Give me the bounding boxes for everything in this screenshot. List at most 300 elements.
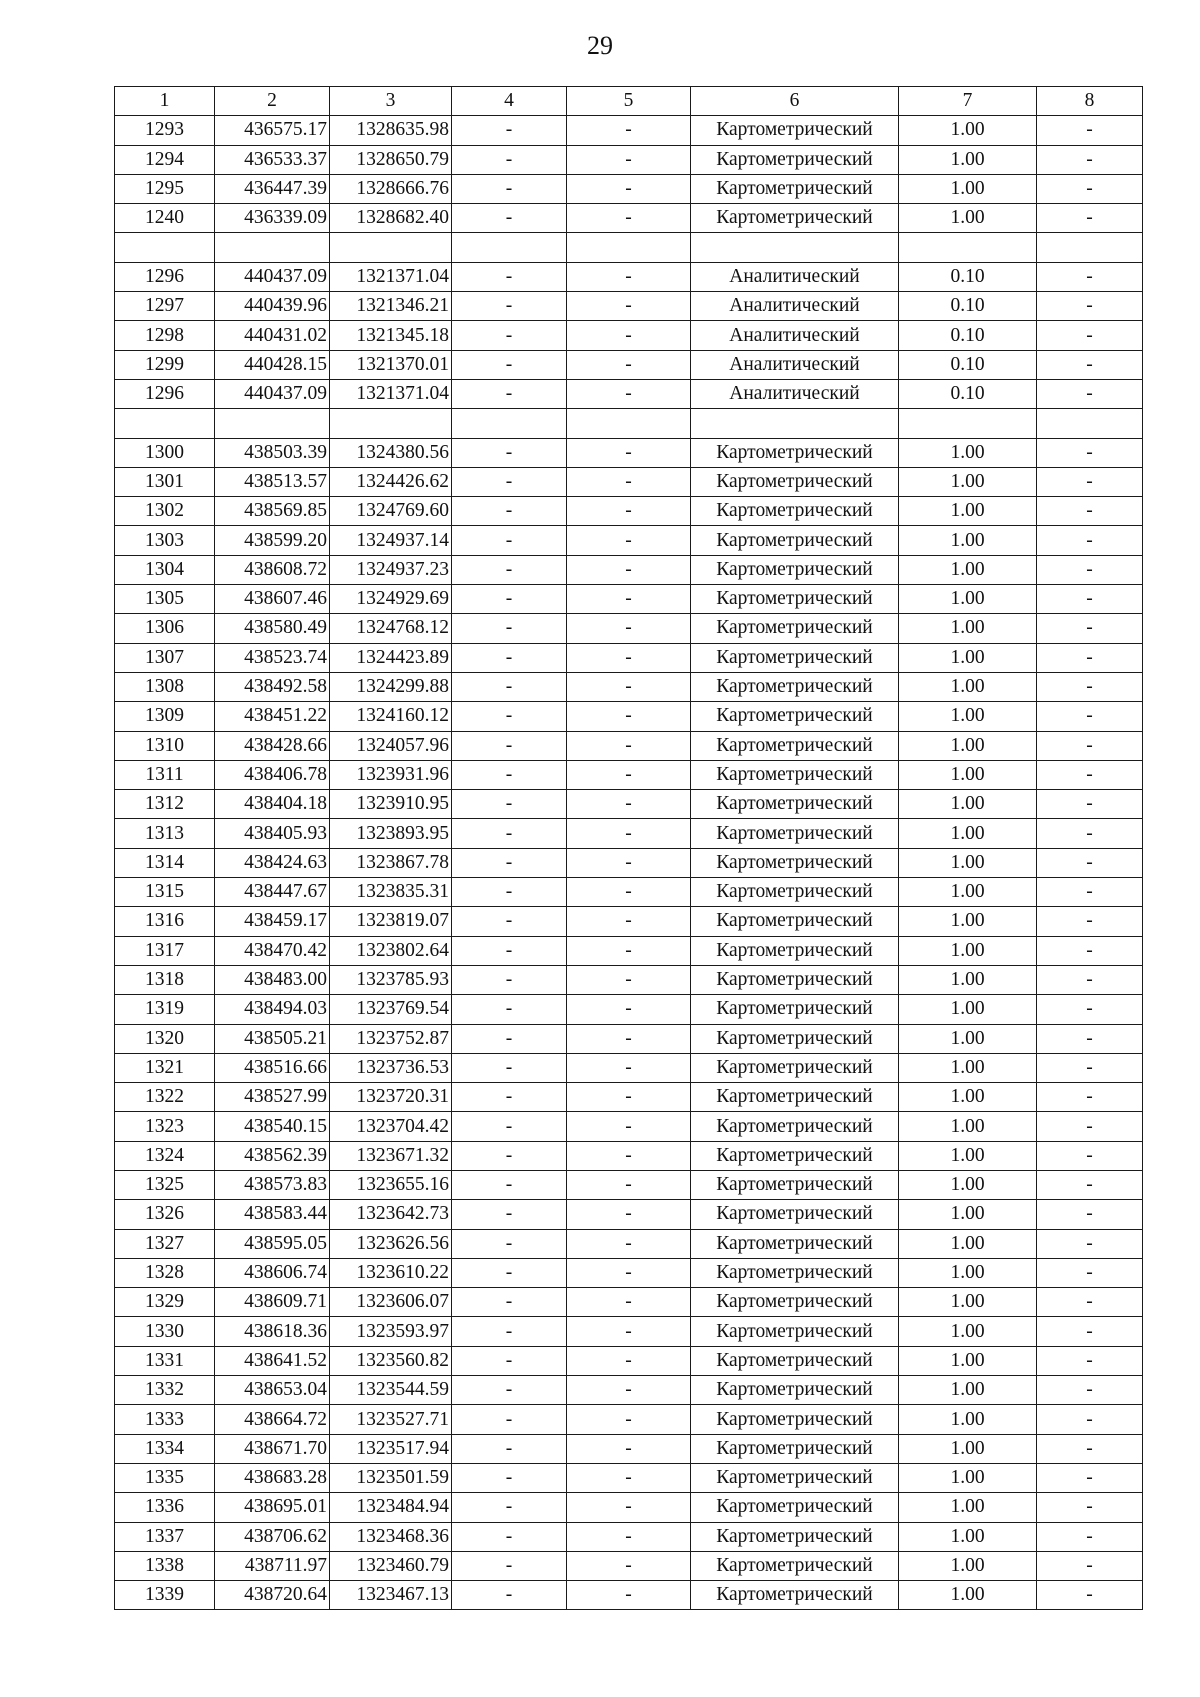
cell-coord-y: 1323752.87 [330,1024,452,1053]
cell-col-8: - [1037,614,1143,643]
cell-coord-y: 1323893.95 [330,819,452,848]
cell-accuracy: 1.00 [899,643,1037,672]
cell-accuracy: 1.00 [899,995,1037,1024]
cell-accuracy: 1.00 [899,614,1037,643]
cell-coord-y: 1323819.07 [330,907,452,936]
column-header-6: 6 [691,87,899,116]
table-row [115,1405,1143,1434]
cell-col-8: - [1037,1083,1143,1112]
cell-accuracy: 1.00 [899,145,1037,174]
cell-method: Картометрический [691,731,899,760]
cell-method: Картометрический [691,614,899,643]
cell-method: Картометрический [691,1522,899,1551]
cell-col-5: - [567,1405,691,1434]
table-row [115,497,1143,526]
cell-point-number: 1307 [115,643,215,672]
cell-col-5: - [567,350,691,379]
cell-coord-x: 438428.66 [215,731,330,760]
table-row [115,1346,1143,1375]
cell-col-8: - [1037,1581,1143,1610]
cell-col-4: - [452,1317,567,1346]
cell-accuracy: 1.00 [899,585,1037,614]
cell-col-8: - [1037,1229,1143,1258]
cell-coord-x: 438405.93 [215,819,330,848]
table-row [115,1463,1143,1492]
table-row [115,878,1143,907]
cell-col-4: - [452,350,567,379]
cell-method: Картометрический [691,1024,899,1053]
cell-method: Картометрический [691,497,899,526]
cell-col-8: - [1037,204,1143,233]
cell-point-number: 1333 [115,1405,215,1434]
table-row [115,1083,1143,1112]
table-row [115,643,1143,672]
cell-coord-x: 440437.09 [215,379,330,408]
cell-col-4: - [452,1053,567,1082]
cell-accuracy: 1.00 [899,204,1037,233]
cell-coord-x: 438527.99 [215,1083,330,1112]
cell-accuracy [899,233,1037,262]
cell-col-8: - [1037,760,1143,789]
cell-coord-x: 438404.18 [215,790,330,819]
cell-col-4: - [452,145,567,174]
cell-point-number: 1327 [115,1229,215,1258]
table-row [115,848,1143,877]
cell-col-5: - [567,438,691,467]
cell-accuracy: 0.10 [899,379,1037,408]
table-row [115,1522,1143,1551]
cell-point-number: 1312 [115,790,215,819]
cell-col-8: - [1037,145,1143,174]
cell-coord-x: 438569.85 [215,497,330,526]
cell-col-8: - [1037,1551,1143,1580]
cell-col-4: - [452,379,567,408]
table-row [115,1170,1143,1199]
cell-col-8: - [1037,702,1143,731]
cell-col-5: - [567,1229,691,1258]
cell-point-number: 1320 [115,1024,215,1053]
cell-method: Картометрический [691,1493,899,1522]
cell-coord-y: 1324423.89 [330,643,452,672]
cell-point-number: 1319 [115,995,215,1024]
table-row [115,1551,1143,1580]
cell-accuracy: 1.00 [899,1141,1037,1170]
cell-coord-x: 436339.09 [215,204,330,233]
cell-col-5: - [567,1317,691,1346]
cell-col-4: - [452,1112,567,1141]
cell-col-8: - [1037,1258,1143,1287]
table-row [115,409,1143,438]
cell-col-5: - [567,1170,691,1199]
cell-accuracy: 1.00 [899,907,1037,936]
cell-col-8 [1037,233,1143,262]
cell-method: Картометрический [691,204,899,233]
cell-coord-x: 438695.01 [215,1493,330,1522]
cell-accuracy: 1.00 [899,1229,1037,1258]
cell-accuracy: 1.00 [899,731,1037,760]
cell-col-4: - [452,585,567,614]
cell-accuracy: 1.00 [899,1288,1037,1317]
column-header-1: 1 [115,87,215,116]
cell-coord-y: 1324160.12 [330,702,452,731]
cell-col-8: - [1037,262,1143,291]
cell-col-4: - [452,321,567,350]
cell-coord-y: 1328682.40 [330,204,452,233]
cell-coord-x: 438641.52 [215,1346,330,1375]
cell-point-number: 1305 [115,585,215,614]
cell-col-5: - [567,526,691,555]
cell-accuracy: 1.00 [899,760,1037,789]
cell-coord-y: 1323606.07 [330,1288,452,1317]
cell-coord-x: 438494.03 [215,995,330,1024]
cell-col-8: - [1037,672,1143,701]
cell-point-number: 1336 [115,1493,215,1522]
cell-col-4: - [452,116,567,145]
table-row [115,1112,1143,1141]
table-row [115,1493,1143,1522]
cell-point-number: 1308 [115,672,215,701]
cell-point-number: 1338 [115,1551,215,1580]
cell-coord-x: 438583.44 [215,1200,330,1229]
cell-accuracy: 1.00 [899,819,1037,848]
cell-col-8: - [1037,467,1143,496]
table-row [115,1229,1143,1258]
cell-method [691,233,899,262]
table-row [115,614,1143,643]
cell-col-5: - [567,760,691,789]
cell-accuracy: 1.00 [899,672,1037,701]
cell-col-4: - [452,1170,567,1199]
cell-col-4: - [452,1200,567,1229]
cell-col-4: - [452,731,567,760]
cell-method: Аналитический [691,379,899,408]
cell-method: Картометрический [691,760,899,789]
cell-point-number: 1337 [115,1522,215,1551]
cell-method: Картометрический [691,467,899,496]
cell-col-4: - [452,614,567,643]
cell-point-number: 1330 [115,1317,215,1346]
cell-col-4: - [452,878,567,907]
cell-accuracy: 1.00 [899,1317,1037,1346]
cell-accuracy: 1.00 [899,116,1037,145]
cell-method: Картометрический [691,1112,899,1141]
cell-col-4: - [452,497,567,526]
cell-method: Картометрический [691,526,899,555]
cell-col-5: - [567,614,691,643]
cell-coord-y [330,233,452,262]
cell-col-8: - [1037,1346,1143,1375]
cell-col-4: - [452,1405,567,1434]
cell-coord-x: 438406.78 [215,760,330,789]
table-row [115,1376,1143,1405]
table-row [115,702,1143,731]
cell-col-4: - [452,760,567,789]
table-row [115,1581,1143,1610]
cell-coord-y: 1323468.36 [330,1522,452,1551]
cell-point-number [115,233,215,262]
cell-col-8: - [1037,555,1143,584]
cell-coord-y: 1328635.98 [330,116,452,145]
cell-col-8: - [1037,116,1143,145]
cell-coord-y: 1323802.64 [330,936,452,965]
cell-coord-x: 438664.72 [215,1405,330,1434]
cell-accuracy: 1.00 [899,174,1037,203]
cell-col-4: - [452,790,567,819]
cell-accuracy: 1.00 [899,555,1037,584]
cell-method: Картометрический [691,702,899,731]
cell-col-5 [567,409,691,438]
column-header-7: 7 [899,87,1037,116]
table-row [115,936,1143,965]
cell-coord-x: 438720.64 [215,1581,330,1610]
table-row [115,379,1143,408]
cell-coord-x: 438483.00 [215,965,330,994]
cell-col-5: - [567,1083,691,1112]
cell-col-4: - [452,995,567,1024]
cell-coord-x: 438516.66 [215,1053,330,1082]
cell-col-5: - [567,1258,691,1287]
cell-coord-y: 1323460.79 [330,1551,452,1580]
cell-coord-x: 438580.49 [215,614,330,643]
cell-accuracy: 0.10 [899,262,1037,291]
cell-col-8: - [1037,643,1143,672]
cell-method: Картометрический [691,1053,899,1082]
cell-coord-x: 438599.20 [215,526,330,555]
cell-coord-y: 1323501.59 [330,1463,452,1492]
table-row [115,1258,1143,1287]
cell-col-8: - [1037,848,1143,877]
table-row [115,174,1143,203]
cell-coord-y: 1323867.78 [330,848,452,877]
cell-coord-x: 440437.09 [215,262,330,291]
table-row [115,526,1143,555]
column-header-5: 5 [567,87,691,116]
cell-col-5: - [567,585,691,614]
cell-point-number: 1302 [115,497,215,526]
cell-coord-x: 438447.67 [215,878,330,907]
cell-coord-y: 1324937.23 [330,555,452,584]
cell-col-5: - [567,702,691,731]
cell-point-number: 1328 [115,1258,215,1287]
cell-col-8: - [1037,819,1143,848]
cell-coord-x: 438503.39 [215,438,330,467]
cell-col-5: - [567,1346,691,1375]
cell-point-number: 1325 [115,1170,215,1199]
cell-accuracy: 1.00 [899,965,1037,994]
cell-accuracy: 1.00 [899,438,1037,467]
column-header-2: 2 [215,87,330,116]
cell-point-number: 1314 [115,848,215,877]
cell-col-5: - [567,204,691,233]
cell-point-number: 1331 [115,1346,215,1375]
cell-coord-y [330,409,452,438]
cell-point-number: 1313 [115,819,215,848]
cell-col-5: - [567,643,691,672]
cell-col-5: - [567,174,691,203]
cell-col-5: - [567,497,691,526]
cell-coord-y: 1323484.94 [330,1493,452,1522]
cell-coord-y: 1323544.59 [330,1376,452,1405]
cell-accuracy: 1.00 [899,1346,1037,1375]
cell-method: Картометрический [691,1551,899,1580]
cell-col-4: - [452,965,567,994]
table-row [115,819,1143,848]
cell-method: Картометрический [691,672,899,701]
coordinates-table [114,86,1143,1610]
cell-col-5: - [567,262,691,291]
cell-point-number: 1304 [115,555,215,584]
cell-method: Картометрический [691,819,899,848]
cell-accuracy: 1.00 [899,936,1037,965]
cell-col-8: - [1037,1376,1143,1405]
cell-coord-x: 440439.96 [215,292,330,321]
table-row [115,790,1143,819]
cell-col-5: - [567,555,691,584]
cell-col-5: - [567,1053,691,1082]
cell-method: Картометрический [691,116,899,145]
cell-coord-y: 1321371.04 [330,262,452,291]
table-row [115,467,1143,496]
cell-point-number: 1293 [115,116,215,145]
cell-col-4: - [452,643,567,672]
cell-coord-x: 438505.21 [215,1024,330,1053]
cell-col-4: - [452,1522,567,1551]
cell-coord-y: 1323720.31 [330,1083,452,1112]
column-header-4: 4 [452,87,567,116]
cell-col-5: - [567,936,691,965]
cell-accuracy: 1.00 [899,1170,1037,1199]
cell-point-number: 1240 [115,204,215,233]
cell-coord-y: 1323835.31 [330,878,452,907]
cell-col-4: - [452,1434,567,1463]
cell-method: Картометрический [691,1346,899,1375]
cell-coord-y: 1321345.18 [330,321,452,350]
cell-col-8: - [1037,379,1143,408]
cell-method: Картометрический [691,438,899,467]
cell-col-5: - [567,1112,691,1141]
cell-point-number: 1335 [115,1463,215,1492]
cell-col-8: - [1037,1463,1143,1492]
cell-coord-y: 1323610.22 [330,1258,452,1287]
cell-point-number: 1296 [115,262,215,291]
cell-coord-x: 438653.04 [215,1376,330,1405]
table-row [115,438,1143,467]
cell-col-8: - [1037,526,1143,555]
cell-col-5 [567,233,691,262]
cell-accuracy: 1.00 [899,1053,1037,1082]
cell-col-8 [1037,409,1143,438]
cell-coord-y: 1323527.71 [330,1405,452,1434]
cell-point-number: 1334 [115,1434,215,1463]
cell-col-8: - [1037,936,1143,965]
table-row [115,1053,1143,1082]
cell-accuracy: 1.00 [899,1200,1037,1229]
column-header-3: 3 [330,87,452,116]
cell-point-number: 1321 [115,1053,215,1082]
cell-point-number: 1339 [115,1581,215,1610]
cell-col-5: - [567,379,691,408]
cell-col-4: - [452,555,567,584]
cell-method: Картометрический [691,1434,899,1463]
cell-col-4 [452,233,567,262]
table-row [115,321,1143,350]
table-row [115,555,1143,584]
cell-coord-y: 1323467.13 [330,1581,452,1610]
cell-coord-x: 438711.97 [215,1551,330,1580]
cell-col-8: - [1037,1493,1143,1522]
cell-col-8: - [1037,1024,1143,1053]
cell-col-4: - [452,1024,567,1053]
cell-point-number: 1297 [115,292,215,321]
cell-coord-y: 1323769.54 [330,995,452,1024]
cell-point-number: 1300 [115,438,215,467]
cell-method: Картометрический [691,585,899,614]
cell-col-5: - [567,995,691,1024]
cell-method: Картометрический [691,643,899,672]
table-row [115,1434,1143,1463]
cell-point-number: 1298 [115,321,215,350]
table-row [115,1024,1143,1053]
cell-coord-y: 1321370.01 [330,350,452,379]
table-row [115,760,1143,789]
cell-accuracy: 0.10 [899,292,1037,321]
cell-col-4: - [452,262,567,291]
cell-coord-x: 438618.36 [215,1317,330,1346]
cell-col-4: - [452,1581,567,1610]
cell-coord-x [215,233,330,262]
cell-col-8: - [1037,1522,1143,1551]
page-number: 29 [587,31,613,60]
cell-method: Картометрический [691,907,899,936]
cell-point-number: 1332 [115,1376,215,1405]
cell-coord-x: 438470.42 [215,936,330,965]
cell-accuracy: 1.00 [899,1463,1037,1492]
cell-method: Аналитический [691,292,899,321]
cell-accuracy: 1.00 [899,848,1037,877]
column-header-8: 8 [1037,87,1143,116]
cell-coord-y: 1323560.82 [330,1346,452,1375]
cell-col-5: - [567,145,691,174]
cell-method: Картометрический [691,1229,899,1258]
cell-accuracy: 1.00 [899,790,1037,819]
cell-coord-x: 438573.83 [215,1170,330,1199]
cell-col-4: - [452,907,567,936]
cell-coord-x: 438562.39 [215,1141,330,1170]
cell-point-number: 1322 [115,1083,215,1112]
cell-coord-y: 1323931.96 [330,760,452,789]
cell-accuracy: 1.00 [899,1405,1037,1434]
cell-point-number: 1294 [115,145,215,174]
cell-accuracy: 1.00 [899,1522,1037,1551]
cell-col-5: - [567,1551,691,1580]
table-row [115,1200,1143,1229]
cell-col-5: - [567,292,691,321]
cell-col-4: - [452,1493,567,1522]
cell-accuracy: 1.00 [899,1112,1037,1141]
cell-col-4 [452,409,567,438]
table-row [115,350,1143,379]
table-row [115,204,1143,233]
cell-col-4: - [452,1288,567,1317]
cell-accuracy: 1.00 [899,878,1037,907]
cell-coord-y: 1323593.97 [330,1317,452,1346]
cell-coord-y: 1324299.88 [330,672,452,701]
cell-col-8: - [1037,585,1143,614]
cell-accuracy: 1.00 [899,1024,1037,1053]
cell-point-number: 1315 [115,878,215,907]
cell-method: Картометрический [691,1200,899,1229]
table-body [115,87,1143,1610]
